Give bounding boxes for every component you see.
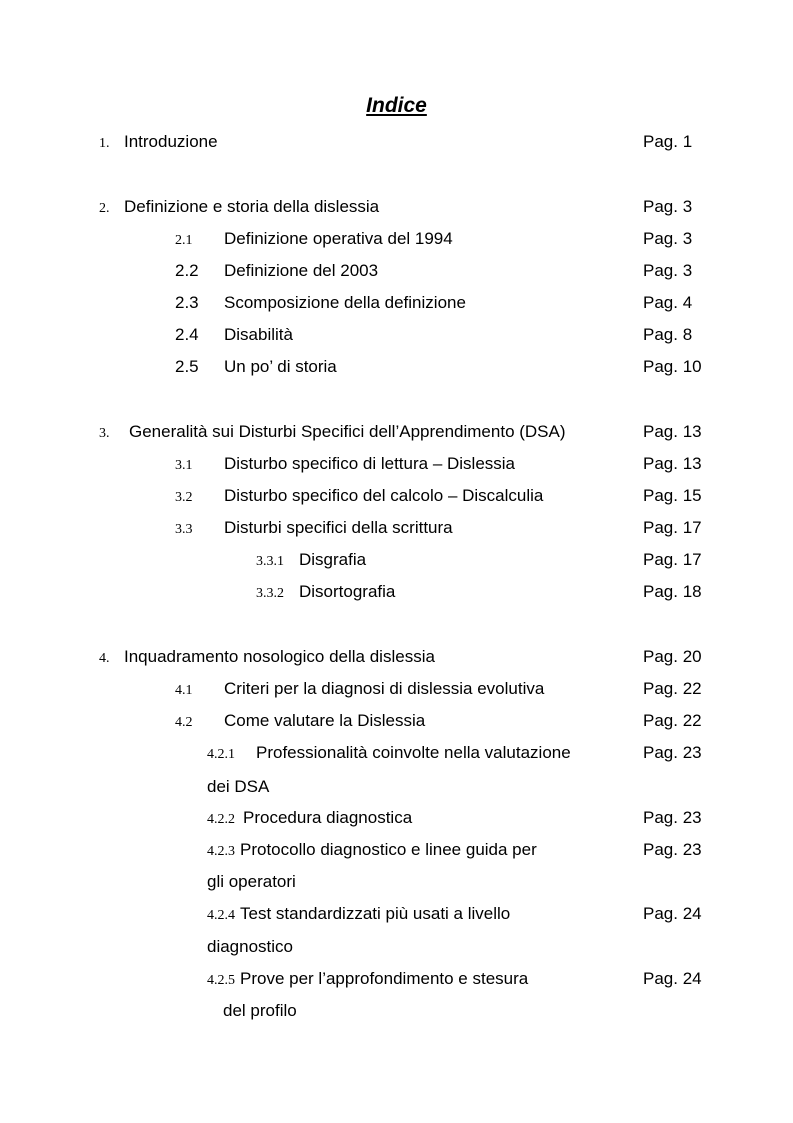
entry-page: Pag. 3 — [643, 229, 693, 248]
entry-title: Introduzione — [124, 132, 218, 151]
entry-number: 4.2.2 — [207, 812, 235, 827]
entry-title: Inquadramento nosologico della dislessia — [124, 647, 435, 666]
entry-number: 3. — [99, 426, 110, 441]
entry-title-continuation: del profilo — [223, 1001, 297, 1020]
entry-title-continuation: dei DSA — [207, 777, 270, 796]
entry-number: 4.2.4 — [207, 908, 235, 923]
entry-page: Pag. 10 — [643, 357, 702, 376]
entry-title: Procedura diagnostica — [243, 808, 413, 827]
entry-number: 3.1 — [175, 458, 193, 473]
entry-number: 4.1 — [175, 683, 193, 698]
entry-page: Pag. 3 — [643, 197, 693, 216]
entry-number: 2.2 — [175, 261, 199, 280]
entry-page: Pag. 15 — [643, 486, 702, 505]
entry-page: Pag. 1 — [643, 132, 693, 151]
entry-title: Scomposizione della definizione — [224, 293, 466, 312]
entry-number: 2.5 — [175, 357, 199, 376]
entry-title-continuation: gli operatori — [207, 872, 296, 891]
entry-page: Pag. 3 — [643, 261, 693, 280]
entry-number: 3.2 — [175, 490, 193, 505]
entry-number: 4.2.3 — [207, 844, 235, 859]
entry-title: Disabilità — [224, 325, 293, 344]
entry-title: Professionalità coinvolte nella valutazione — [256, 743, 571, 762]
entry-title: Test standardizzati più usati a livello — [240, 904, 511, 923]
entry-title: Definizione e storia della dislessia — [124, 197, 380, 216]
entry-number: 4.2 — [175, 715, 193, 730]
entry-number: 3.3 — [175, 522, 193, 537]
entry-page: Pag. 4 — [643, 293, 693, 312]
entry-page: Pag. 24 — [643, 969, 702, 988]
page-title: Indice — [366, 94, 427, 117]
entry-title: Definizione operativa del 1994 — [224, 229, 453, 248]
entry-page: Pag. 8 — [643, 325, 693, 344]
entry-number: 2.4 — [175, 325, 199, 344]
entry-title-continuation: diagnostico — [207, 937, 294, 956]
entry-title: Disortografia — [299, 582, 396, 601]
entry-number: 3.3.1 — [256, 554, 284, 569]
entry-page: Pag. 18 — [643, 582, 702, 601]
entry-title: Disgrafia — [299, 550, 367, 569]
entry-page: Pag. 23 — [643, 743, 702, 762]
entry-title: Disturbo specifico di lettura – Dislessia — [224, 454, 516, 473]
entry-number: 1. — [99, 136, 110, 151]
entry-page: Pag. 17 — [643, 550, 702, 569]
entry-number: 4.2.1 — [207, 747, 235, 762]
entry-page: Pag. 13 — [643, 422, 702, 441]
entry-number: 2.3 — [175, 293, 199, 312]
entry-title: Prove per l’approfondimento e stesura — [240, 969, 529, 988]
entry-number: 2. — [99, 201, 110, 216]
entry-page: Pag. 20 — [643, 647, 702, 666]
entry-title: Disturbi specifici della scrittura — [224, 518, 453, 537]
entry-page: Pag. 22 — [643, 711, 702, 730]
entry-number: 2.1 — [175, 233, 193, 248]
entry-page: Pag. 22 — [643, 679, 702, 698]
entry-title: Come valutare la Dislessia — [224, 711, 426, 730]
entry-page: Pag. 13 — [643, 454, 702, 473]
entry-number: 4.2.5 — [207, 973, 235, 988]
entry-page: Pag. 17 — [643, 518, 702, 537]
entry-title: Definizione del 2003 — [224, 261, 379, 280]
entry-number: 3.3.2 — [256, 586, 284, 601]
entry-number: 4. — [99, 651, 110, 666]
entry-page: Pag. 23 — [643, 808, 702, 827]
entry-title: Generalità sui Disturbi Specifici dell’Apprendimento (DSA) — [129, 422, 566, 441]
entry-title: Criteri per la diagnosi di dislessia evolutiva — [224, 679, 545, 698]
entry-page: Pag. 23 — [643, 840, 702, 859]
entry-title: Disturbo specifico del calcolo – Discalculia — [224, 486, 544, 505]
entry-title: Protocollo diagnostico e linee guida per — [240, 840, 537, 859]
entry-page: Pag. 24 — [643, 904, 702, 923]
entry-title: Un po’ di storia — [224, 357, 337, 376]
